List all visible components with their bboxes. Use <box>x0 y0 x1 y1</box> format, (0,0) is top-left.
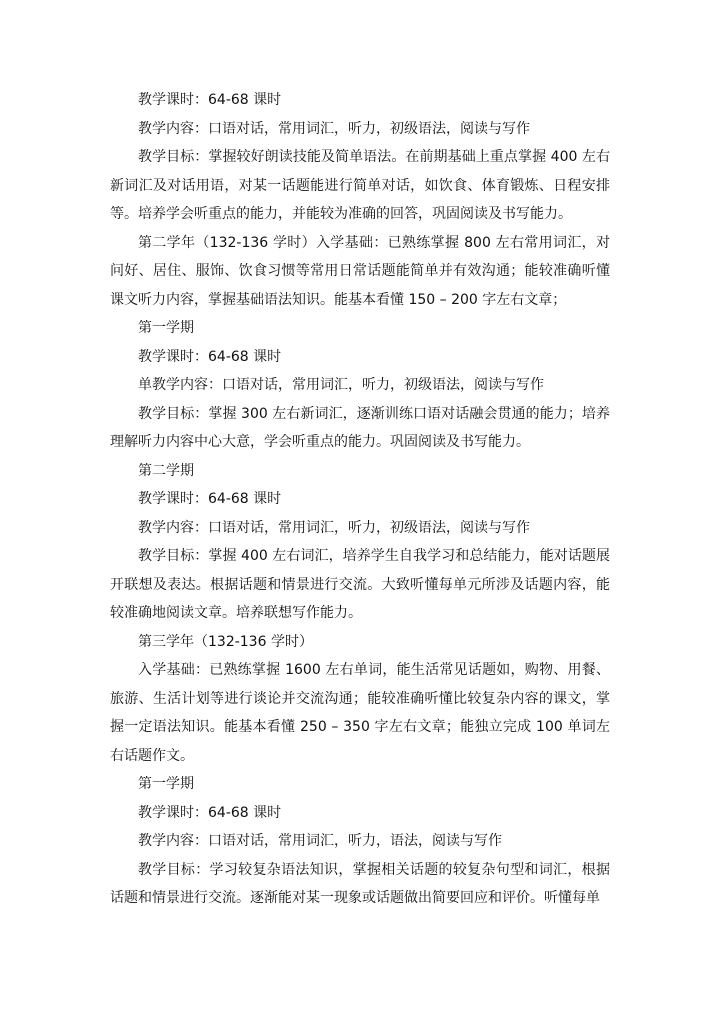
paragraph-semester-two: 第二学期 <box>138 462 194 479</box>
paragraph-class-hours: 教学课时：64-68 课时 <box>138 491 282 507</box>
paragraph-year-three: 第三学年（132-136 学时） <box>138 633 313 650</box>
paragraph-teaching-goal: 教学目标：学习较复杂语法知识，掌握相关话题的较复杂句型和词汇，根据话题和情景进行交流。逐渐能对某一现象或话题做出简要回应和评价。听懂每单 <box>110 861 610 906</box>
paragraph-year-two-entry: 第二学年（132-136 学时）入学基础：已熟练掌握 800 左右常用词汇，对问好、居住、服饰、饮食习惯等常用日常话题能简单并有效沟通；能较准确听懂课文听力内容，掌握基础语法知识。能基本看懂 150 – 200 字左右文章； <box>110 234 610 308</box>
paragraph-teaching-goal: 教学目标：掌握较好朗读技能及简单语法。在前期基础上重点掌握 400 左右新词汇及对话用语，对某一话题能进行简单对话，如饮食、体育锻炼、日程安排等。培养学会听重点的能力，并能较为准确的回答，巩固阅读及书写能力。 <box>110 149 610 222</box>
paragraph-teaching-content: 单教学内容：口语对话，常用词汇，听力，初级语法，阅读与写作 <box>138 377 544 393</box>
paragraph-class-hours: 教学课时：64-68 课时 <box>138 92 282 108</box>
paragraph-semester-one: 第一学期 <box>138 776 194 792</box>
paragraph-teaching-goal: 教学目标：掌握 400 左右词汇，培养学生自我学习和总结能力，能对话题展开联想及表达。根据话题和情景进行交流。大致听懂每单元所涉及话题内容，能较准确地阅读文章。培养联想写作能力。 <box>110 548 610 621</box>
paragraph-teaching-goal: 教学目标：掌握 300 左右新词汇，逐渐训练口语对话融会贯通的能力；培养理解听力内容中心大意，学会听重点的能力。巩固阅读及书写能力。 <box>110 405 610 450</box>
paragraph-teaching-content: 教学内容：口语对话，常用词汇，听力，语法，阅读与写作 <box>138 833 502 849</box>
paragraph-teaching-content: 教学内容：口语对话，常用词汇，听力，初级语法，阅读与写作 <box>138 519 530 536</box>
paragraph-class-hours: 教学课时：64-68 课时 <box>138 804 282 821</box>
paragraph-class-hours: 教学课时：64-68 课时 <box>138 348 282 365</box>
paragraph-teaching-content: 教学内容：口语对话，常用词汇，听力，初级语法，阅读与写作 <box>138 120 530 137</box>
paragraph-entry-basis: 入学基础：已熟练掌握 1600 左右单词，能生活常见话题如，购物、用餐、旅游、生活计划等进行谈论并交流沟通；能较准确听懂比较复杂内容的课文，掌握一定语法知识。能基本看懂 250 – 350 字左右文章；能独立完成 100 单词左右话题作文。 <box>110 662 610 764</box>
paragraph-semester-one: 第一学期 <box>138 320 194 336</box>
document-page <box>110 86 610 913</box>
